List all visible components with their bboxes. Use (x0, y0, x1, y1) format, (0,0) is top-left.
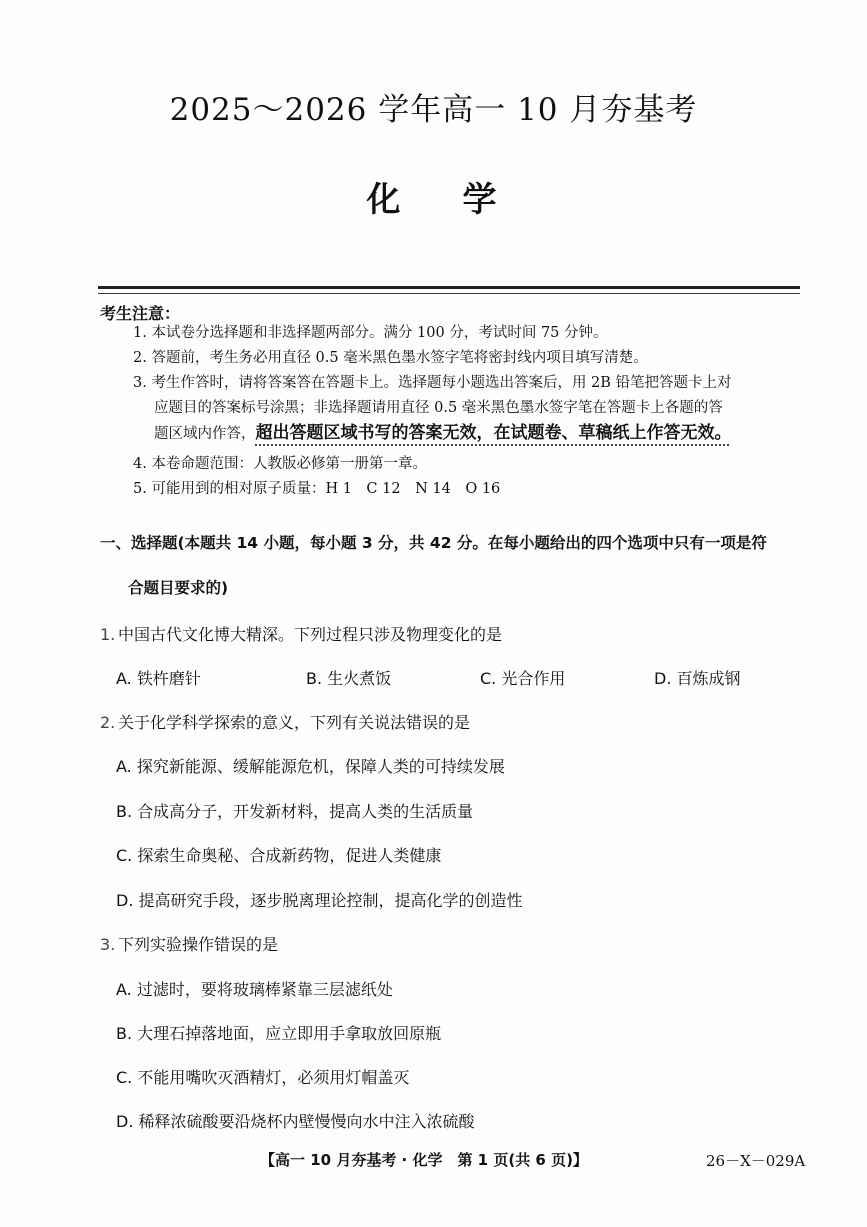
option: B. 生火煮饭 (306, 669, 392, 688)
option: D. 稀释浓硫酸要沿烧杯内壁慢慢向水中注入浓硫酸 (116, 1112, 475, 1131)
option: C. 不能用嘴吹灭酒精灯，必须用灯帽盖灭 (116, 1068, 410, 1087)
notice-emphasis: 超出答题区域书写的答案无效，在试题卷、草稿纸上作答无效。 (255, 423, 732, 443)
question-number: 3. (100, 935, 116, 954)
page-footer: 【高一 10 月夯基考 · 化学 第 1 页(共 6 页)】 (260, 1151, 588, 1169)
notice-item: 5. 可能用到的相对原子质量：H 1 C 12 N 14 O 16 (133, 481, 501, 497)
question-number: 2. (100, 713, 116, 732)
option: A. 过滤时，要将玻璃棒紧靠三层滤纸处 (116, 980, 393, 999)
paper-code: 26－X－029A (706, 1152, 806, 1170)
header-divider-thin (98, 293, 800, 294)
notice-item: 1. 本试卷分选择题和非选择题两部分。满分 100 分，考试时间 75 分钟。 (133, 325, 608, 341)
question-number: 1. (100, 625, 116, 644)
option: D. 百炼成钢 (654, 669, 741, 688)
section-heading: 一、选择题(本题共 14 小题，每小题 3 分，共 42 分。在每小题给出的四个选项中只有一项是符 (100, 534, 767, 552)
option: B. 大理石掉落地面，应立即用手拿取放回原瓶 (116, 1024, 442, 1043)
notice-item: 3. 考生作答时，请将答案答在答题卡上。选择题每小题选出答案后，用 2B 铅笔把答题卡上对 (133, 375, 732, 391)
section-heading-cont: 合题目要求的) (128, 579, 229, 597)
subject-title: 化学 (366, 180, 559, 220)
option: C. 光合作用 (480, 669, 566, 688)
notice-item: 4. 本卷命题范围：人教版必修第一册第一章。 (133, 456, 427, 472)
question-stem: 关于化学科学探索的意义，下列有关说法错误的是 (118, 713, 471, 732)
question-stem: 下列实验操作错误的是 (118, 935, 279, 954)
header-divider (98, 286, 800, 289)
notice-item: 应题目的答案标号涂黑；非选择题请用直径 0.5 毫米黑色墨水签字笔在答题卡上各题的答 (154, 400, 723, 416)
notice-item (154, 423, 732, 444)
question (100, 710, 470, 733)
question-stem: 中国古代文化博大精深。下列过程只涉及物理变化的是 (118, 625, 503, 644)
question (100, 932, 278, 955)
notice-heading: 考生注意： (100, 304, 181, 323)
option: B. 合成高分子，开发新材料，提高人类的生活质量 (116, 802, 474, 821)
option: C. 探索生命奥秘、合成新药物，促进人类健康 (116, 846, 442, 865)
option: A. 探究新能源、缓解能源危机，保障人类的可持续发展 (116, 757, 505, 776)
option: D. 提高研究手段，逐步脱离理论控制，提高化学的创造性 (116, 891, 523, 910)
option: A. 铁杵磨针 (116, 669, 201, 688)
exam-title: 2025～2026 学年高一 10 月夯基考 (169, 92, 698, 128)
notice-item-text: 题区域内作答， (154, 426, 256, 442)
notice-item: 2. 答题前，考生务必用直径 0.5 毫米黑色墨水签字笔将密封线内项目填写清楚。 (133, 350, 648, 366)
question (100, 622, 502, 645)
